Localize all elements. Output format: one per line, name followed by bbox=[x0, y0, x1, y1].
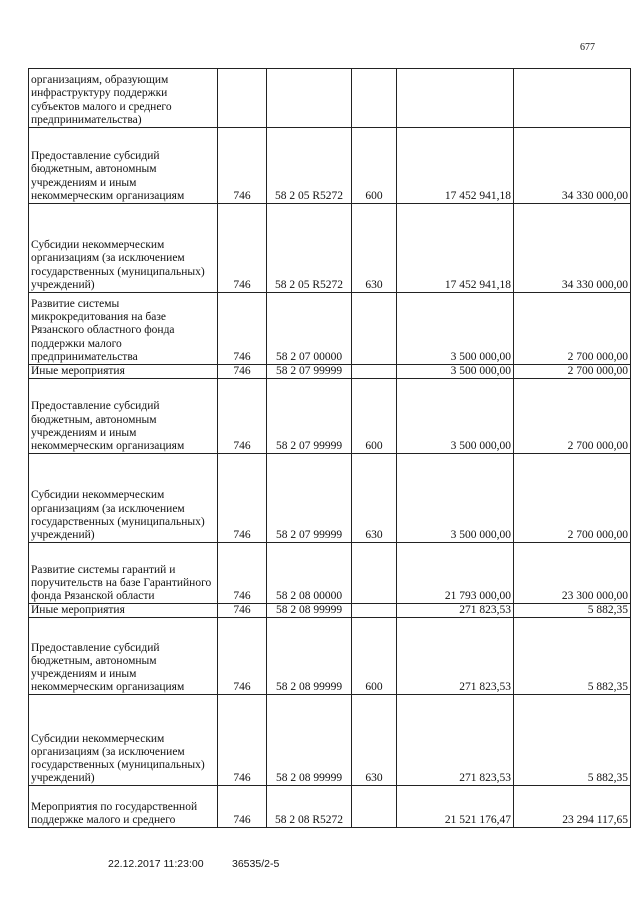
row-amount-a: 3 500 000,00 bbox=[397, 293, 514, 365]
table-row bbox=[29, 204, 631, 293]
row-code: 58 2 08 99999 bbox=[267, 618, 352, 695]
row-name: Предоставление субсидий бюджетным, автономным учреждениям и иным некоммерческим организациям bbox=[29, 618, 218, 695]
row-amount-a: 271 823,53 bbox=[397, 618, 514, 695]
row-type: 630 bbox=[352, 695, 397, 786]
row-amount-a: 3 500 000,00 bbox=[397, 454, 514, 543]
row-code: 58 2 07 99999 bbox=[267, 379, 352, 454]
row-amount-a: 3 500 000,00 bbox=[397, 379, 514, 454]
row-amount-a: 17 452 941,18 bbox=[397, 204, 514, 293]
row-type bbox=[352, 543, 397, 604]
row-type bbox=[352, 786, 397, 828]
row-name: Субсидии некоммерческим организациям (за исключением государственных (муниципальных) учреждений) bbox=[29, 204, 218, 293]
table-row bbox=[29, 618, 631, 695]
row-amount-b: 34 330 000,00 bbox=[514, 204, 631, 293]
table-row bbox=[29, 695, 631, 786]
row-code bbox=[267, 69, 352, 128]
row-gr: 746 bbox=[218, 604, 267, 618]
row-name: Субсидии некоммерческим организациям (за исключением государственных (муниципальных) учреждений) bbox=[29, 695, 218, 786]
table-row bbox=[29, 69, 631, 128]
table-row bbox=[29, 293, 631, 365]
row-type: 630 bbox=[352, 454, 397, 543]
row-type: 630 bbox=[352, 204, 397, 293]
row-amount-b: 2 700 000,00 bbox=[514, 365, 631, 379]
row-amount-a bbox=[397, 69, 514, 128]
row-name: Развитие системы гарантий и поручительств на базе Гарантийного фонда Рязанской области bbox=[29, 543, 218, 604]
row-amount-b: 23 300 000,00 bbox=[514, 543, 631, 604]
row-amount-b: 5 882,35 bbox=[514, 604, 631, 618]
row-gr: 746 bbox=[218, 454, 267, 543]
row-name: Развитие системы микрокредитования на базе Рязанского областного фонда поддержки малого предпринимательства bbox=[29, 293, 218, 365]
row-amount-b: 2 700 000,00 bbox=[514, 454, 631, 543]
row-gr bbox=[218, 69, 267, 128]
row-amount-b: 2 700 000,00 bbox=[514, 379, 631, 454]
row-amount-a: 17 452 941,18 bbox=[397, 128, 514, 204]
row-name: Предоставление субсидий бюджетным, автономным учреждениям и иным некоммерческим организациям bbox=[29, 128, 218, 204]
table-row bbox=[29, 128, 631, 204]
row-gr: 746 bbox=[218, 618, 267, 695]
row-code: 58 2 07 00000 bbox=[267, 293, 352, 365]
row-gr: 746 bbox=[218, 786, 267, 828]
row-code: 58 2 08 00000 bbox=[267, 543, 352, 604]
row-code: 58 2 08 R5272 bbox=[267, 786, 352, 828]
budget-table bbox=[28, 68, 631, 828]
row-amount-a: 271 823,53 bbox=[397, 604, 514, 618]
row-amount-b: 34 330 000,00 bbox=[514, 128, 631, 204]
row-gr: 746 bbox=[218, 543, 267, 604]
table-row bbox=[29, 365, 631, 379]
row-type bbox=[352, 365, 397, 379]
row-name: Предоставление субсидий бюджетным, автономным учреждениям и иным некоммерческим организациям bbox=[29, 379, 218, 454]
row-amount-b bbox=[514, 69, 631, 128]
row-type bbox=[352, 604, 397, 618]
row-name: Субсидии некоммерческим организациям (за исключением государственных (муниципальных) учреждений) bbox=[29, 454, 218, 543]
footer-timestamp: 22.12.2017 11:23:00 bbox=[108, 858, 204, 870]
row-code: 58 2 08 99999 bbox=[267, 695, 352, 786]
row-gr: 746 bbox=[218, 293, 267, 365]
row-gr: 746 bbox=[218, 379, 267, 454]
row-amount-b: 23 294 117,65 bbox=[514, 786, 631, 828]
table-row bbox=[29, 786, 631, 828]
row-name: Иные мероприятия bbox=[29, 365, 218, 379]
row-type bbox=[352, 293, 397, 365]
footer-doc-code: 36535/2-5 bbox=[232, 858, 280, 870]
row-gr: 746 bbox=[218, 204, 267, 293]
table-row bbox=[29, 379, 631, 454]
row-type bbox=[352, 69, 397, 128]
row-name: Мероприятия по государственной поддержке малого и среднего bbox=[29, 786, 218, 828]
row-amount-a: 21 521 176,47 bbox=[397, 786, 514, 828]
row-gr: 746 bbox=[218, 128, 267, 204]
table-row bbox=[29, 543, 631, 604]
row-amount-a: 3 500 000,00 bbox=[397, 365, 514, 379]
row-amount-b: 5 882,35 bbox=[514, 618, 631, 695]
row-amount-a: 271 823,53 bbox=[397, 695, 514, 786]
row-code: 58 2 05 R5272 bbox=[267, 204, 352, 293]
row-type: 600 bbox=[352, 618, 397, 695]
row-code: 58 2 05 R5272 bbox=[267, 128, 352, 204]
row-gr: 746 bbox=[218, 695, 267, 786]
row-code: 58 2 07 99999 bbox=[267, 365, 352, 379]
table-row bbox=[29, 454, 631, 543]
row-amount-a: 21 793 000,00 bbox=[397, 543, 514, 604]
row-code: 58 2 07 99999 bbox=[267, 454, 352, 543]
row-type: 600 bbox=[352, 128, 397, 204]
row-code: 58 2 08 99999 bbox=[267, 604, 352, 618]
row-type: 600 bbox=[352, 379, 397, 454]
table-row bbox=[29, 604, 631, 618]
row-amount-b: 2 700 000,00 bbox=[514, 293, 631, 365]
row-name: Иные мероприятия bbox=[29, 604, 218, 618]
row-amount-b: 5 882,35 bbox=[514, 695, 631, 786]
row-name: организациям, образующим инфраструктуру поддержки субъектов малого и среднего предпринимательства) bbox=[29, 69, 218, 128]
row-gr: 746 bbox=[218, 365, 267, 379]
page-number: 677 bbox=[580, 42, 595, 53]
